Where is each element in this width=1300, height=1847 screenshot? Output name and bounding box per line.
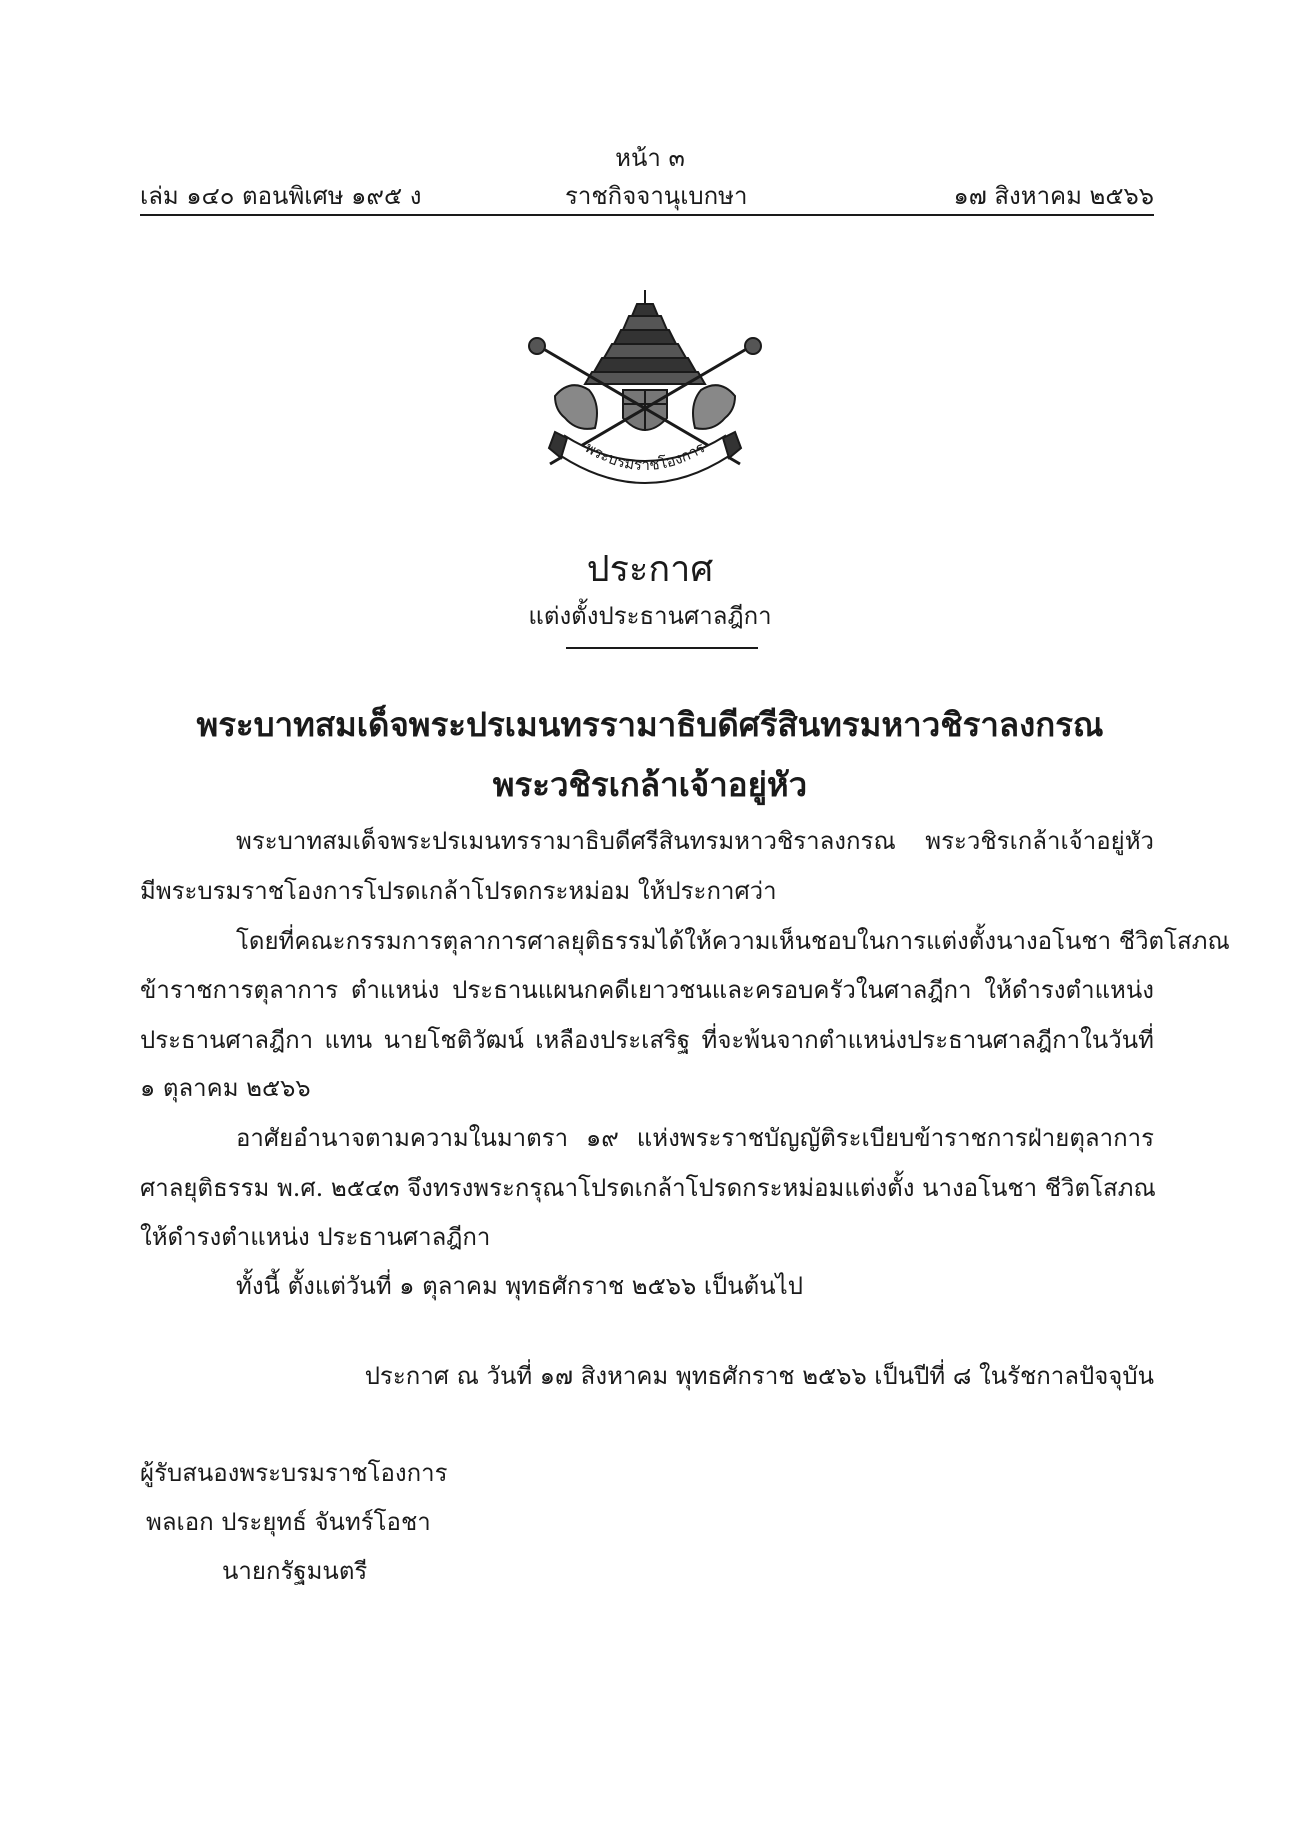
- body-paragraph-3-line-3: ให้ดำรงตำแหน่ง ประธานศาลฎีกา: [140, 1223, 491, 1251]
- body-paragraph-2-line-4: ๑ ตุลาคม ๒๕๖๖: [140, 1074, 311, 1102]
- body-paragraph-1-line-2: มีพระบรมราชโองการโปรดเกล้าโปรดกระหม่อม ให้ประกาศว่า: [140, 877, 777, 905]
- document-subtitle: แต่งตั้งประธานศาลฎีกา: [528, 602, 772, 630]
- body-paragraph-2-line-3: ประธานศาลฎีกา แทน นายโชติวัฒน์ เหลืองประเสริฐ ที่จะพ้นจากตำแหน่งประธานศาลฎีกาในวันที่: [140, 1026, 1154, 1054]
- emblem-banner-text: พระบรมราชโองการ: [581, 438, 709, 475]
- gazette-header: [140, 176, 1154, 216]
- document-title: ประกาศ: [586, 549, 714, 590]
- king-name-line-2: พระวชิรเกล้าเจ้าอยู่หัว: [492, 765, 808, 804]
- body-paragraph-2-line-1: โดยที่คณะกรรมการตุลาการศาลยุติธรรมได้ให้ความเห็นชอบในการแต่งตั้งนางอโนชา ชีวิตโสภณ: [236, 927, 1230, 955]
- royal-garuda-emblem-icon: [515, 286, 775, 516]
- publication-date: ๑๗ สิงหาคม ๒๕๖๖: [953, 182, 1154, 210]
- countersign-position: นายกรัฐมนตรี: [222, 1557, 368, 1585]
- countersign-title: ผู้รับสนองพระบรมราชโองการ: [140, 1459, 448, 1487]
- proclamation-date: ประกาศ ณ วันที่ ๑๗ สิงหาคม พุทธศักราช ๒๕๖๖ เป็นปีที่ ๘ ในรัชกาลปัจจุบัน: [364, 1362, 1154, 1390]
- title-divider: [566, 647, 758, 649]
- body-paragraph-1-line-1: พระบาทสมเด็จพระปรเมนทรรามาธิบดีศรีสินทรมหาวชิราลงกรณ พระวชิรเกล้าเจ้าอยู่หัว: [236, 827, 1154, 855]
- body-paragraph-3-line-1: อาศัยอำนาจตามความในมาตรา ๑๙ แห่งพระราชบัญญัติระเบียบข้าราชการฝ่ายตุลาการ: [236, 1124, 1154, 1152]
- body-paragraph-4-line-1: ทั้งนี้ ตั้งแต่วันที่ ๑ ตุลาคม พุทธศักราช ๒๕๖๖ เป็นต้นไป: [236, 1272, 803, 1300]
- king-name-line-1: พระบาทสมเด็จพระปรเมนทรรามาธิบดีศรีสินทรมหาวชิราลงกรณ: [196, 705, 1104, 744]
- countersign-name: พลเอก ประยุทธ์ จันทร์โอชา: [146, 1508, 431, 1536]
- volume-issue: เล่ม ๑๔๐ ตอนพิเศษ ๑๙๕ ง: [140, 182, 422, 210]
- gazette-name: ราชกิจจานุเบกษา: [565, 182, 748, 210]
- body-paragraph-3-line-2: ศาลยุติธรรม พ.ศ. ๒๕๔๓ จึงทรงพระกรุณาโปรดเกล้าโปรดกระหม่อมแต่งตั้ง นางอโนชา ชีวิตโสภณ: [140, 1174, 1156, 1202]
- page-number: หน้า ๓: [615, 144, 685, 172]
- body-paragraph-2-line-2: ข้าราชการตุลาการ ตำแหน่ง ประธานแผนกคดีเยาวชนและครอบครัวในศาลฎีกา ให้ดำรงตำแหน่ง: [140, 976, 1154, 1004]
